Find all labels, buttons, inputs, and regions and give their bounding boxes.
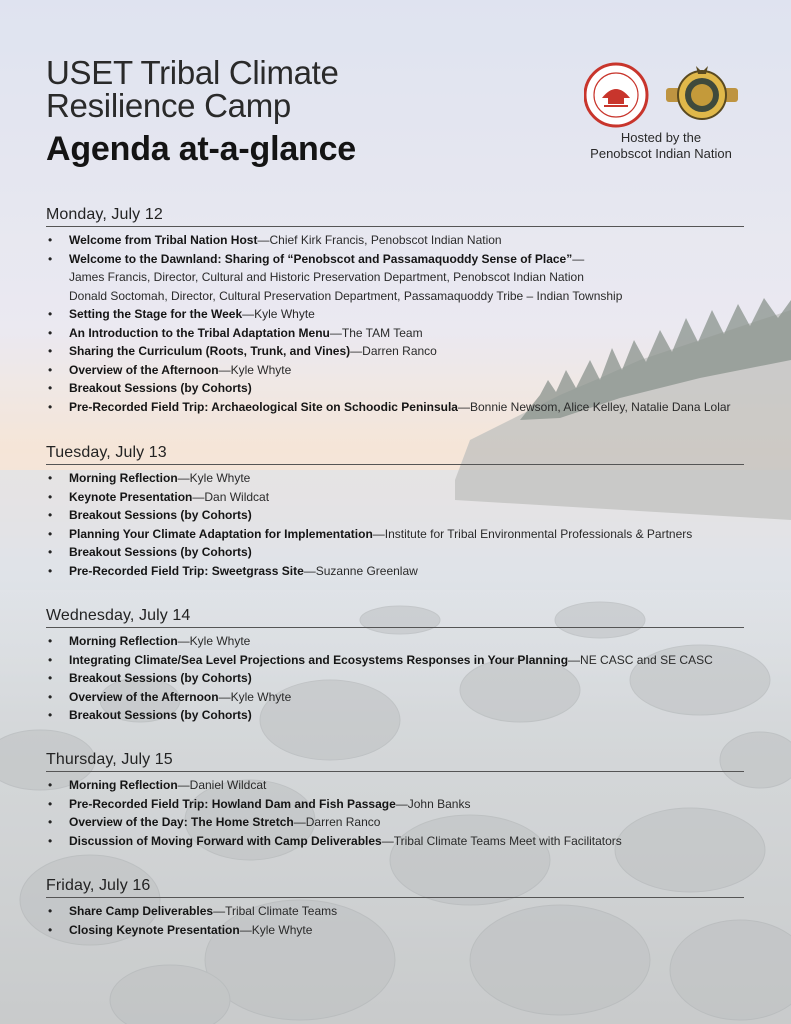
agenda-item: • Breakout Sessions (by Cohorts): [46, 543, 744, 562]
day-section-tuesday: [46, 444, 744, 580]
agenda-item: • Breakout Sessions (by Cohorts): [46, 669, 744, 688]
hosted-by-text: [580, 130, 742, 162]
agenda-item: • Planning Your Climate Adaptation for Implementation—Institute for Tribal Environmental Professionals & Partners: [46, 525, 744, 544]
agenda-item: • Breakout Sessions (by Cohorts): [46, 379, 744, 398]
agenda-list: [46, 632, 744, 725]
agenda-item-detail: Donald Soctomah, Director, Cultural Preservation Department, Passamaquoddy Tribe – Indian Township: [69, 288, 623, 303]
agenda-item: • Welcome from Tribal Nation Host—Chief Kirk Francis, Penobscot Indian Nation: [46, 231, 744, 250]
day-section-wednesday: [46, 607, 744, 725]
agenda-item: • Discussion of Moving Forward with Camp Deliverables—Tribal Climate Teams Meet with Facilitators: [46, 832, 744, 851]
day-section-thursday: [46, 751, 744, 850]
day-heading: Friday, July 16: [46, 877, 744, 898]
agenda-item-detail: James Francis, Director, Cultural and Historic Preservation Department, Penobscot Indian Nation: [69, 270, 584, 284]
agenda-item: • Breakout Sessions (by Cohorts): [46, 706, 744, 725]
title-line-2: Resilience Camp: [46, 87, 291, 124]
penobscot-seal-icon: [666, 66, 738, 119]
agenda-item: • Overview of the Day: The Home Stretch—Darren Ranco: [46, 813, 744, 832]
agenda-item: • An Introduction to the Tribal Adaptation Menu—The TAM Team: [46, 324, 744, 343]
agenda-list: [46, 902, 744, 939]
agenda-item: • Morning Reflection—Kyle Whyte: [46, 632, 744, 651]
agenda-item: • Breakout Sessions (by Cohorts): [46, 506, 744, 525]
host-logos: [584, 62, 740, 128]
agenda-item: • Share Camp Deliverables—Tribal Climate Teams: [46, 902, 744, 921]
agenda-item: • Pre-Recorded Field Trip: Archaeological Site on Schoodic Peninsula—Bonnie Newsom, Alice Kelley, Natalie Dana Lolar: [46, 398, 744, 417]
day-heading: Monday, July 12: [46, 206, 744, 227]
agenda-item: • Pre-Recorded Field Trip: Howland Dam and Fish Passage—John Banks: [46, 795, 744, 814]
hosted-line-2: Penobscot Indian Nation: [590, 146, 732, 161]
day-heading: Tuesday, July 13: [46, 444, 744, 465]
day-heading: Thursday, July 15: [46, 751, 744, 772]
agenda-item: • Integrating Climate/Sea Level Projections and Ecosystems Responses in Your Planning—NE CASC and SE CASC: [46, 651, 744, 670]
title-line-1: USET Tribal Climate: [46, 54, 339, 91]
agenda-item: • Keynote Presentation—Dan Wildcat: [46, 488, 744, 507]
agenda-item: • Welcome to the Dawnland: Sharing of “Penobscot and Passamaquoddy Sense of Place”— James Francis, Director, Cultural and Historic Preservation Department, Penobscot Indian Nation Donald Soctomah, Director, Cultural Preservation Department, Passamaquoddy Tribe – Indian Township: [46, 250, 744, 306]
agenda-item: • Morning Reflection—Daniel Wildcat: [46, 776, 744, 795]
agenda-list: [46, 776, 744, 850]
agenda-item: • Morning Reflection—Kyle Whyte: [46, 469, 744, 488]
agenda-item: • Closing Keynote Presentation—Kyle Whyte: [46, 921, 744, 940]
day-heading: Wednesday, July 14: [46, 607, 744, 628]
uset-seal-icon: [585, 64, 647, 126]
page-title: [46, 56, 339, 122]
day-section-friday: [46, 877, 744, 939]
agenda-item: • Overview of the Afternoon—Kyle Whyte: [46, 361, 744, 380]
agenda-list: [46, 231, 744, 416]
agenda-list: [46, 469, 744, 580]
agenda-item: • Overview of the Afternoon—Kyle Whyte: [46, 688, 744, 707]
agenda-item: • Setting the Stage for the Week—Kyle Whyte: [46, 305, 744, 324]
page-subtitle: Agenda at-a-glance: [46, 130, 357, 168]
agenda-item: • Pre-Recorded Field Trip: Sweetgrass Site—Suzanne Greenlaw: [46, 562, 744, 581]
agenda-item: • Sharing the Curriculum (Roots, Trunk, and Vines)—Darren Ranco: [46, 342, 744, 361]
hosted-line-1: Hosted by the: [620, 130, 702, 145]
day-section-monday: [46, 206, 744, 416]
